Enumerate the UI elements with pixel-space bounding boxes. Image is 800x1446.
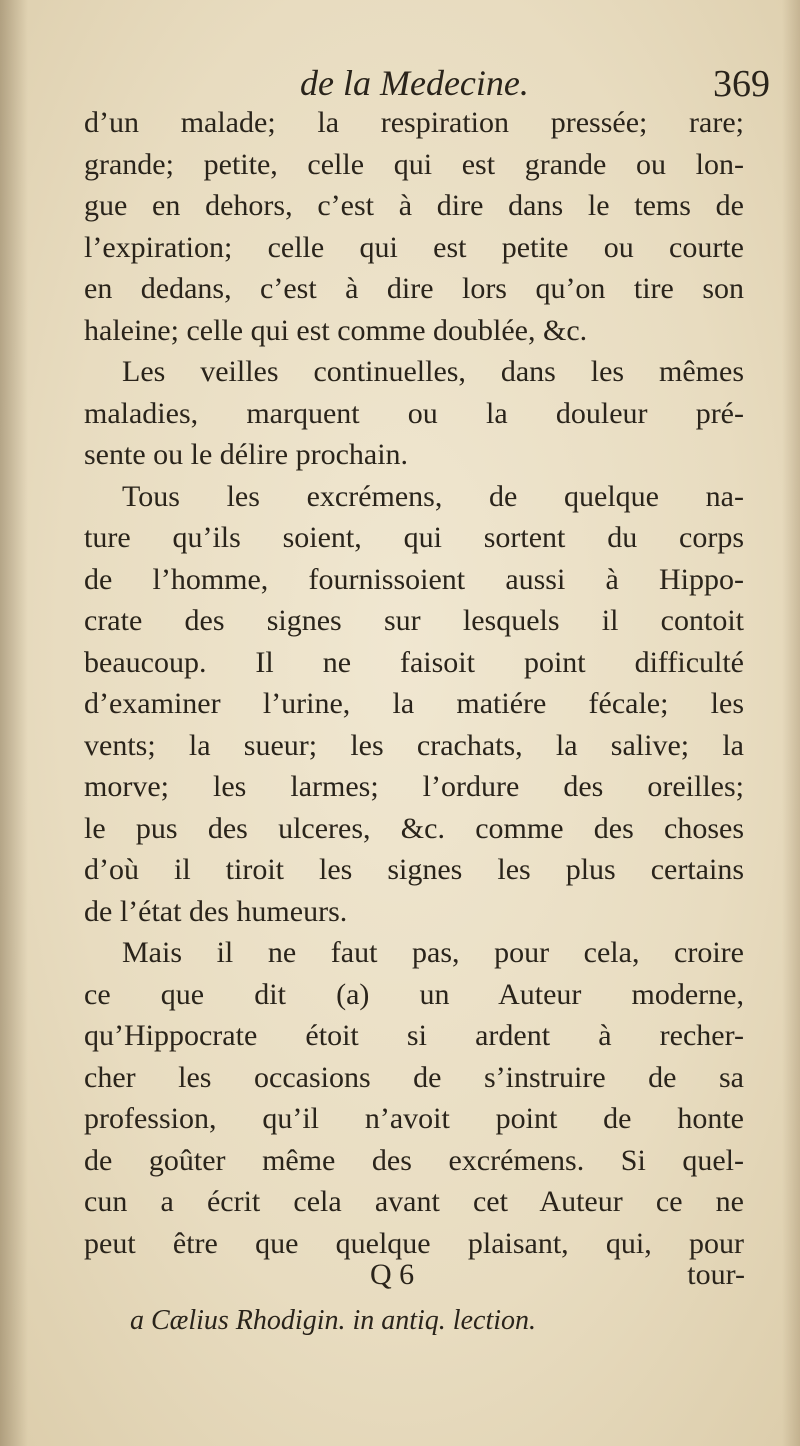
text-line: grande; petite, celle qui est grande ou lon-: [84, 147, 744, 181]
running-head: de la Medecine.: [300, 63, 529, 103]
text-line: gue en dehors, c’est à dire dans le tems de: [84, 189, 744, 222]
text-line: l’expiration; celle qui est petite ou courte: [84, 230, 744, 264]
text-line: en dedans, c’est à dire lors qu’on tire son: [84, 272, 744, 305]
text-line: Tous les excrémens, de quelque na-: [122, 479, 744, 513]
body-text: [84, 102, 744, 1264]
text-line: d’où il tiroit les signes les plus certains: [84, 853, 744, 886]
catchword: tour-: [687, 1258, 745, 1291]
signature-line: [370, 1258, 745, 1298]
text-line: de goûter même des excrémens. Si quel-: [84, 1143, 744, 1177]
text-line: ce que dit (a) un Auteur moderne,: [84, 977, 744, 1011]
text-line: cun a écrit cela avant cet Auteur ce ne: [84, 1185, 744, 1218]
text-line: maladies, marquent ou la douleur pré-: [84, 396, 744, 430]
printer-signature: Q 6: [370, 1258, 415, 1291]
text-line: ture qu’ils soient, qui sortent du corps: [84, 521, 744, 554]
text-line: de l’homme, fournissoient aussi à Hippo-: [84, 562, 744, 596]
text-line: cher les occasions de s’instruire de sa: [84, 1060, 744, 1094]
text-line: haleine; celle qui est comme doublée, &c.: [84, 313, 588, 347]
text-line: vents; la sueur; les crachats, la salive; la: [84, 728, 744, 762]
text-line: sente ou le délire prochain.: [84, 438, 409, 471]
footnote: a Cælius Rhodigin. in antiq. lection.: [130, 1305, 536, 1336]
text-line: crate des signes sur lesquels il contoit: [84, 604, 744, 637]
text-line: morve; les larmes; l’ordure des oreilles;: [84, 770, 744, 803]
text-line: Mais il ne faut pas, pour cela, croire: [122, 936, 744, 969]
text-line: d’examiner l’urine, la matiére fécale; les: [84, 687, 744, 720]
text-line: peut être que quelque plaisant, qui, pour: [84, 1226, 744, 1260]
text-line: le pus des ulceres, &c. comme des choses: [84, 811, 744, 845]
text-line: qu’Hippocrate étoit si ardent à recher-: [84, 1019, 744, 1052]
text-line: de l’état des humeurs.: [84, 894, 348, 928]
page-number: 369: [713, 63, 770, 105]
page-edge-shadow: [782, 0, 800, 1446]
spine-shadow: [0, 0, 28, 1446]
text-line: d’un malade; la respiration pressée; rare;: [84, 106, 744, 139]
text-line: profession, qu’il n’avoit point de honte: [84, 1102, 744, 1135]
text-line: beaucoup. Il ne faisoit point difficulté: [84, 645, 744, 679]
text-line: Les veilles continuelles, dans les mêmes: [122, 355, 744, 388]
